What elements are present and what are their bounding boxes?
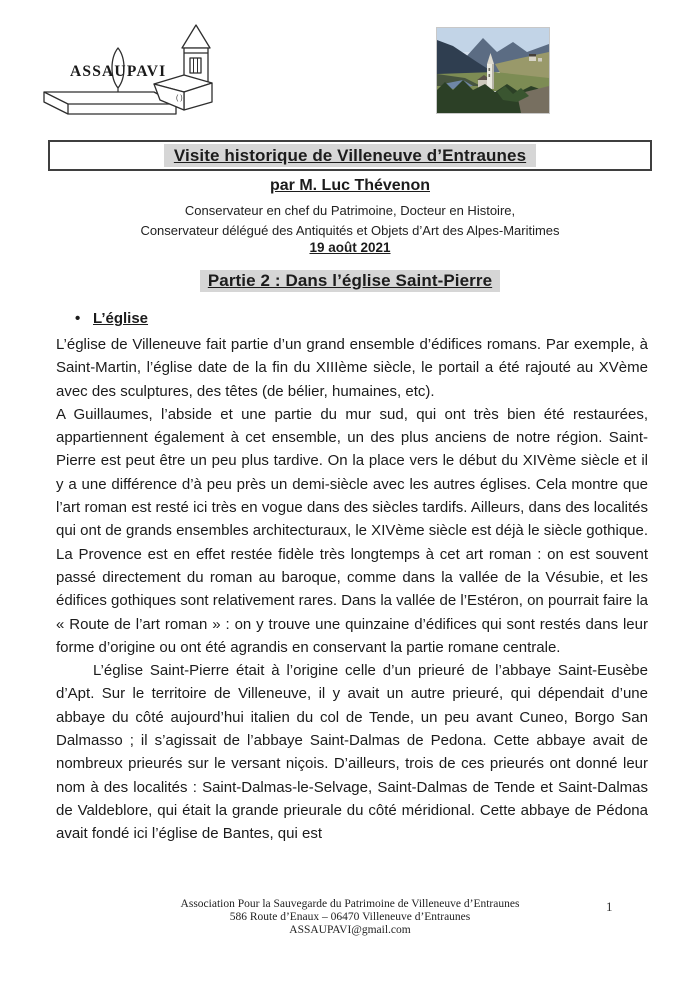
- author-credentials: [0, 201, 700, 240]
- bullet-item: [75, 310, 148, 327]
- document-body: [56, 333, 648, 846]
- footer-line: Association Pour la Sauvegarde du Patrimoine de Villeneuve d’Entraunes: [180, 898, 520, 910]
- body-paragraph: L’église de Villeneuve fait partie d’un grand ensemble d’édifices romans. Par exemple, à Saint-Martin, l’église date de la fin du XIIIème siècle, le portail a été rajouté au XVème avec des sculptures, des têtes (de bélier, humaines, etc).: [56, 336, 648, 400]
- footer-line: 586 Route d’Enaux – 06470 Villeneuve d’Entraunes: [229, 910, 471, 923]
- logo-small-mark: ( ): [176, 95, 183, 102]
- assaupavi-logo: [36, 20, 234, 120]
- village-photo-image: [437, 28, 549, 113]
- logo-base-building: [44, 92, 176, 114]
- document-date: 19 août 2021: [309, 240, 391, 255]
- page-number: 1: [606, 899, 613, 914]
- body-paragraph: A Guillaumes, l’abside et une partie du mur sud, qui ont très bien été restaurées, appartiennent également à cet ensemble, un des plus anciens de notre région. Saint-Pierre est peut être un peu plus tardive. On la place vers le début du XIVème siècle et il y a une différence d’à peu près un demi-siècle avec les autres églises. Cela montre que l’art roman est resté ici très en vogue dans des siècles tardifs. Ailleurs, dans des localités qui ont de grands ensembles architecturaux, le XIVème siècle est déjà le siècle gothique. La Provence est en effet restée fidèle très longtemps à cet art roman : on est souvent passé directement du roman au baroque, comme dans la vallée de la Vésubie, et les édifices gothiques sont relativement rares. Dans la vallée de l’Estéron, on pourrait faire la « Route de l’art roman » : on y trouve une quinzaine d’édifices qui sont restés dans leur forme d’origine ou ont été agrandis en conservant la partie romane centrale.: [56, 405, 649, 656]
- section-heading-text: Partie 2 : Dans l’église Saint-Pierre: [200, 270, 500, 292]
- bullet-icon: •: [75, 310, 81, 327]
- section-heading: [0, 270, 700, 292]
- page-footer: [0, 898, 700, 936]
- author-name: par M. Luc Thévenon: [269, 177, 430, 194]
- title-box: [48, 140, 652, 171]
- logo-wordmark: ASSAUPAVI: [70, 63, 167, 80]
- page-title: Visite historique de Villeneuve d’Entraunes: [164, 144, 536, 167]
- credential-line: Conservateur en chef du Patrimoine, Docteur en Histoire,: [184, 203, 516, 218]
- bullet-item-label: L’église: [93, 310, 149, 327]
- church-tower-spire: [182, 25, 210, 48]
- body-paragraph: L’église Saint-Pierre était à l’origine celle d’un prieuré de l’abbaye Saint-Eusèbe d’Apt. Sur le territoire de Villeneuve, il y avait un autre prieuré, qui dépendait d’une abbaye du côté aujourd’hui italien du col de Tende, un peu avant Cuneo, Borgo San Dalmasso ; il s’agissait de l’abbaye Saint-Dalmas de Pedona. Cette abbaye avait de nombreux prieurés sur le versant niçois. D’ailleurs, trois de ces prieurés ont donné leur nom à des localités : Saint-Dalmas-le-Selvage, Saint-Dalmas de Tende et Saint-Dalmas de Valdeblore, qui était la grande prieurale du côté méridional. Cette abbaye de Pédona avait fondé ici l’église de Bantes, qui est: [56, 662, 648, 843]
- assaupavi-logo-drawing: [36, 20, 234, 120]
- footer-line: ASSAUPAVI@gmail.com: [289, 923, 411, 936]
- byline: [0, 177, 700, 195]
- credential-line: Conservateur délégué des Antiquités et Objets d’Art des Alpes-Maritimes: [140, 222, 560, 238]
- photo-far-house: [529, 56, 536, 61]
- village-photo: [437, 28, 549, 113]
